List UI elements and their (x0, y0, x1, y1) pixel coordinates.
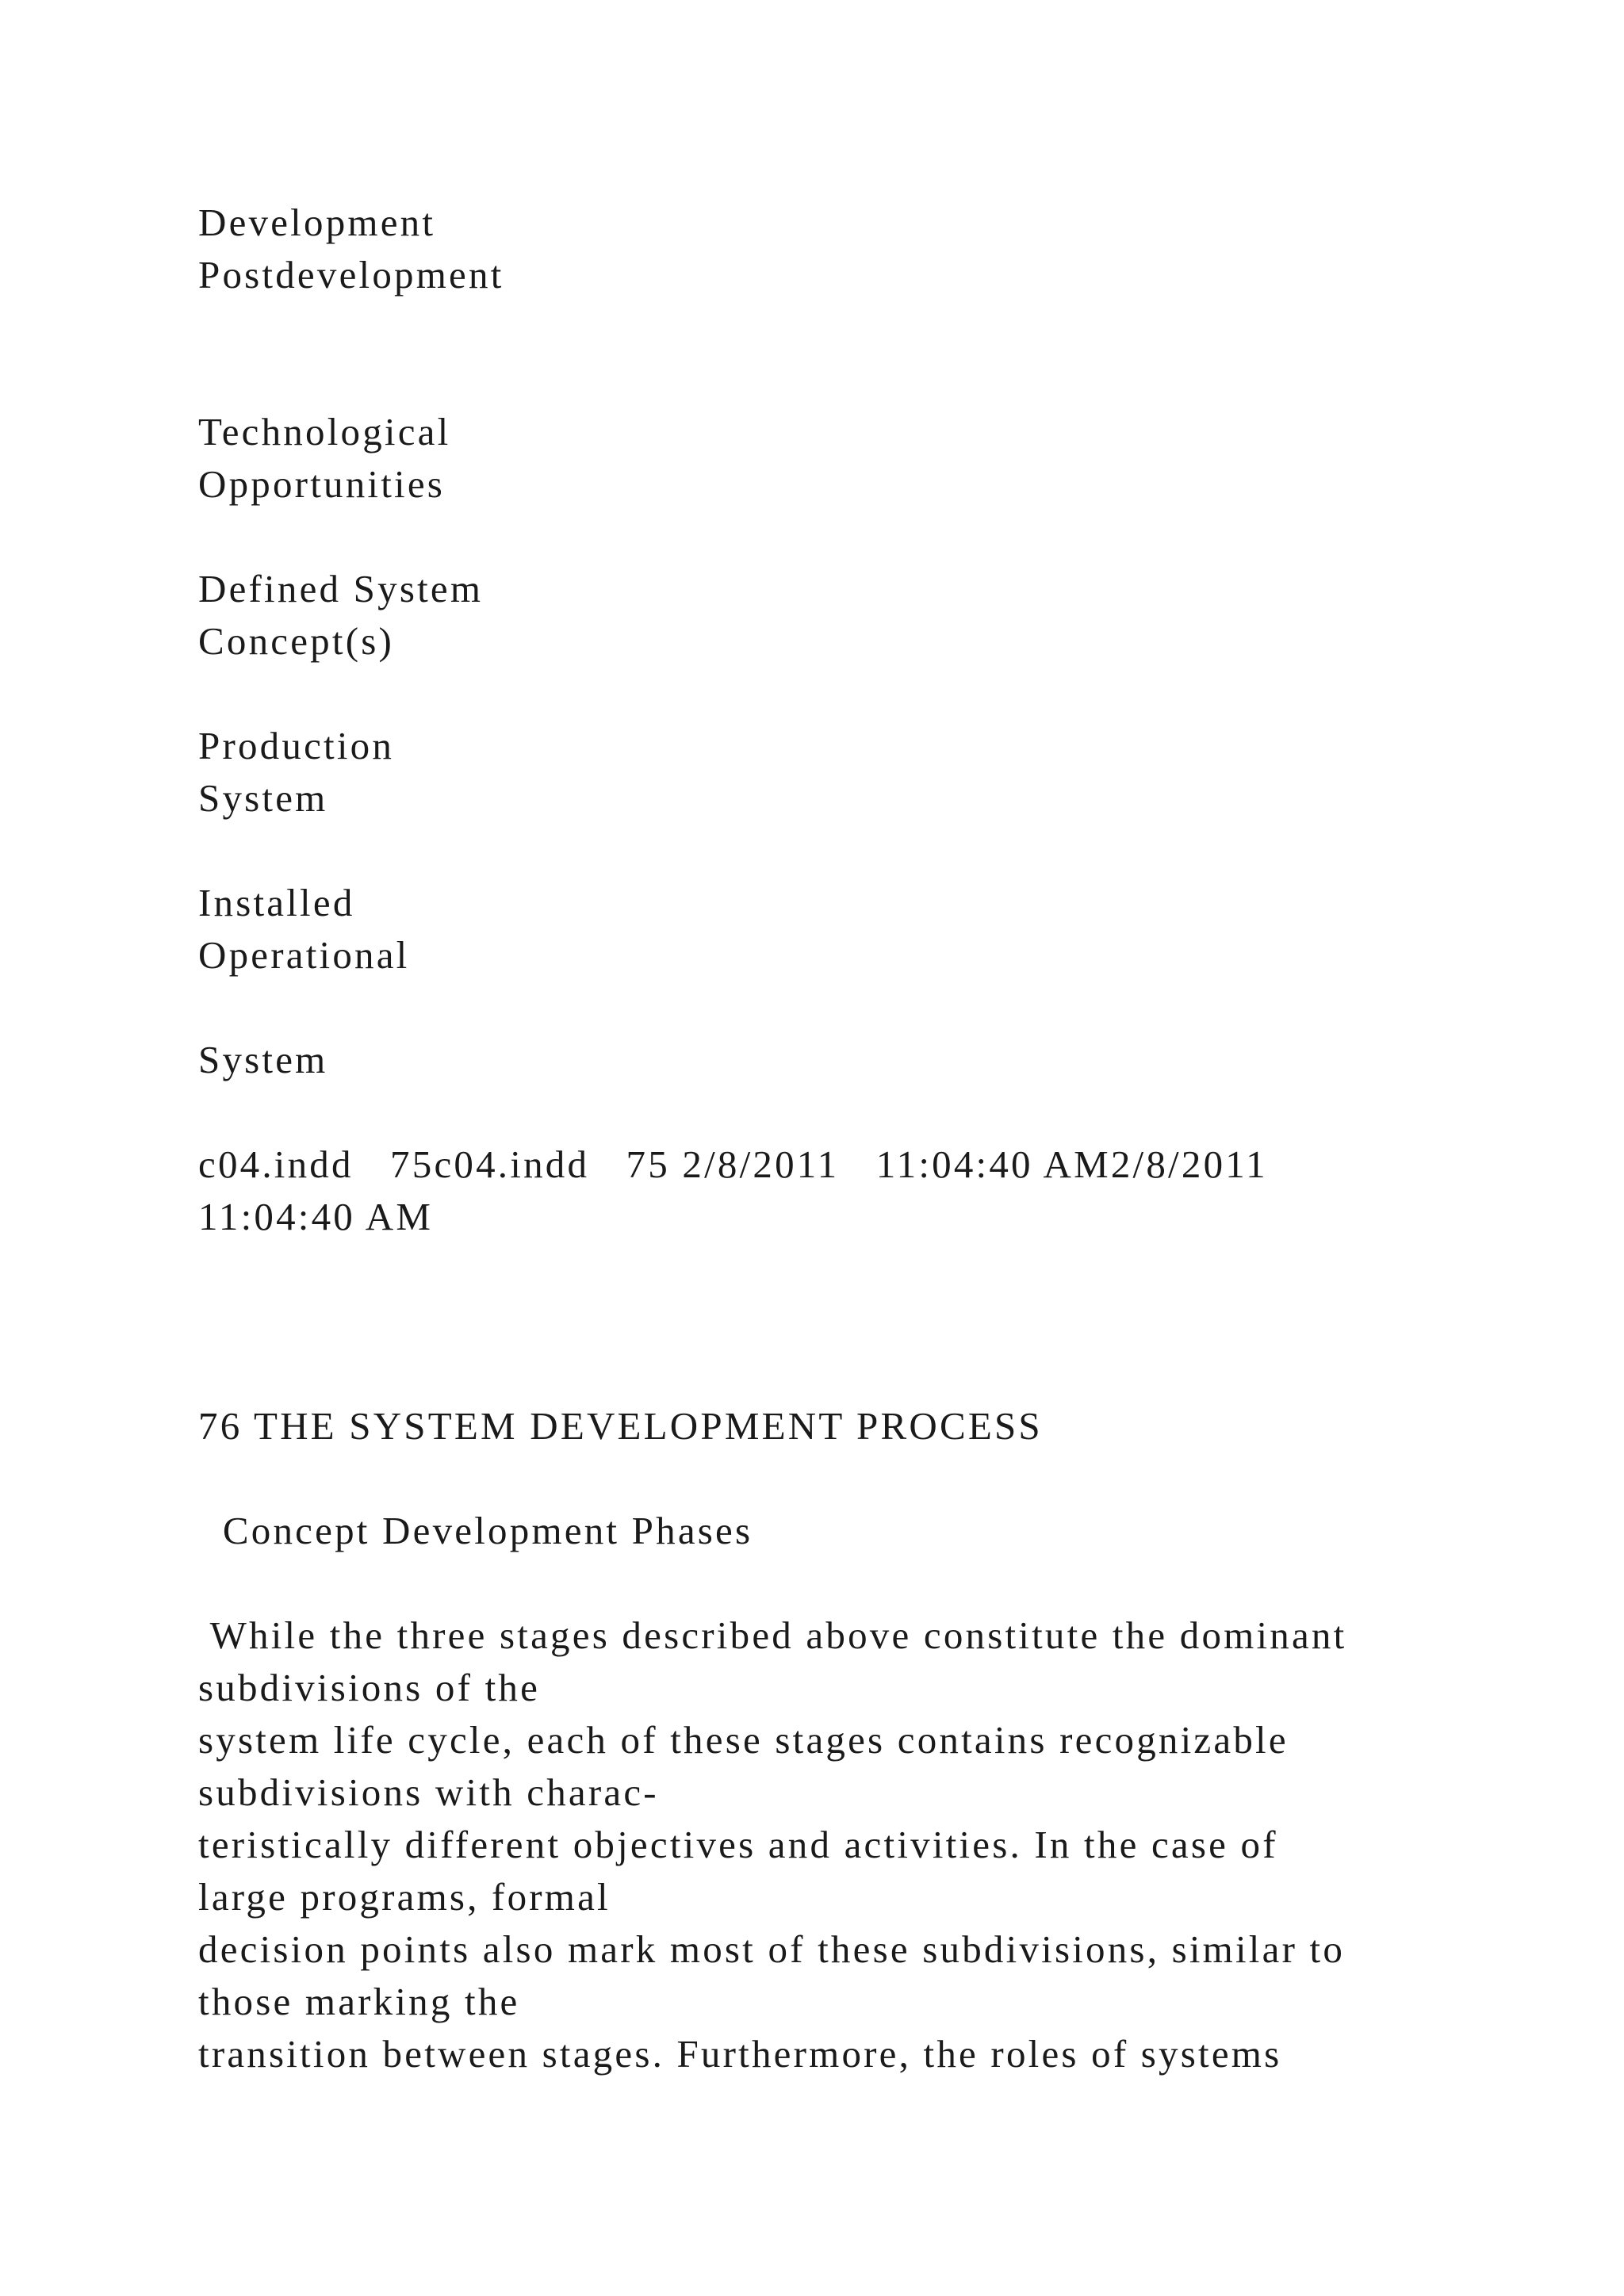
text-line-operational: Operational (198, 933, 410, 977)
text-line-opportunities: Opportunities (198, 462, 446, 506)
text-line-system-2: System (198, 1038, 328, 1081)
text-line-production: Production (198, 724, 395, 767)
text-line-installed: Installed (198, 881, 355, 924)
paragraph-line-2: subdivisions of the (198, 1666, 541, 1709)
paragraph-line-3: system life cycle, each of these stages contains recognizable (198, 1718, 1289, 1762)
text-line-technological: Technological (198, 410, 451, 453)
paragraph-line-6: large programs, formal (198, 1875, 611, 1919)
text-line-system-1: System (198, 776, 328, 820)
text-line-development: Development (198, 201, 436, 244)
text-line-defined-system: Defined System (198, 567, 484, 610)
text-line-postdevelopment: Postdevelopment (198, 253, 504, 297)
paragraph-line-5: teristically different objectives and activities. In the case of (198, 1823, 1278, 1866)
text-line-concepts: Concept(s) (198, 619, 394, 663)
file-stamp-line-1: c04.indd 75c04.indd 75 2/8/2011 11:04:40 AM2/8/2011 (198, 1142, 1268, 1186)
section-heading: Concept Development Phases (198, 1509, 753, 1552)
paragraph-line-1: While the three stages described above constitute the dominant (198, 1613, 1347, 1657)
paragraph-line-4: subdivisions with charac- (198, 1770, 659, 1814)
document-page (198, 0, 1562, 2296)
paragraph-line-9: transition between stages. Furthermore, the roles of systems (198, 2032, 1282, 2076)
running-header: 76 THE SYSTEM DEVELOPMENT PROCESS (198, 1404, 1043, 1448)
file-stamp-line-2: 11:04:40 AM (198, 1195, 434, 1238)
paragraph-line-8: those marking the (198, 1980, 520, 2023)
paragraph-line-7: decision points also mark most of these subdivisions, similar to (198, 1927, 1346, 1971)
